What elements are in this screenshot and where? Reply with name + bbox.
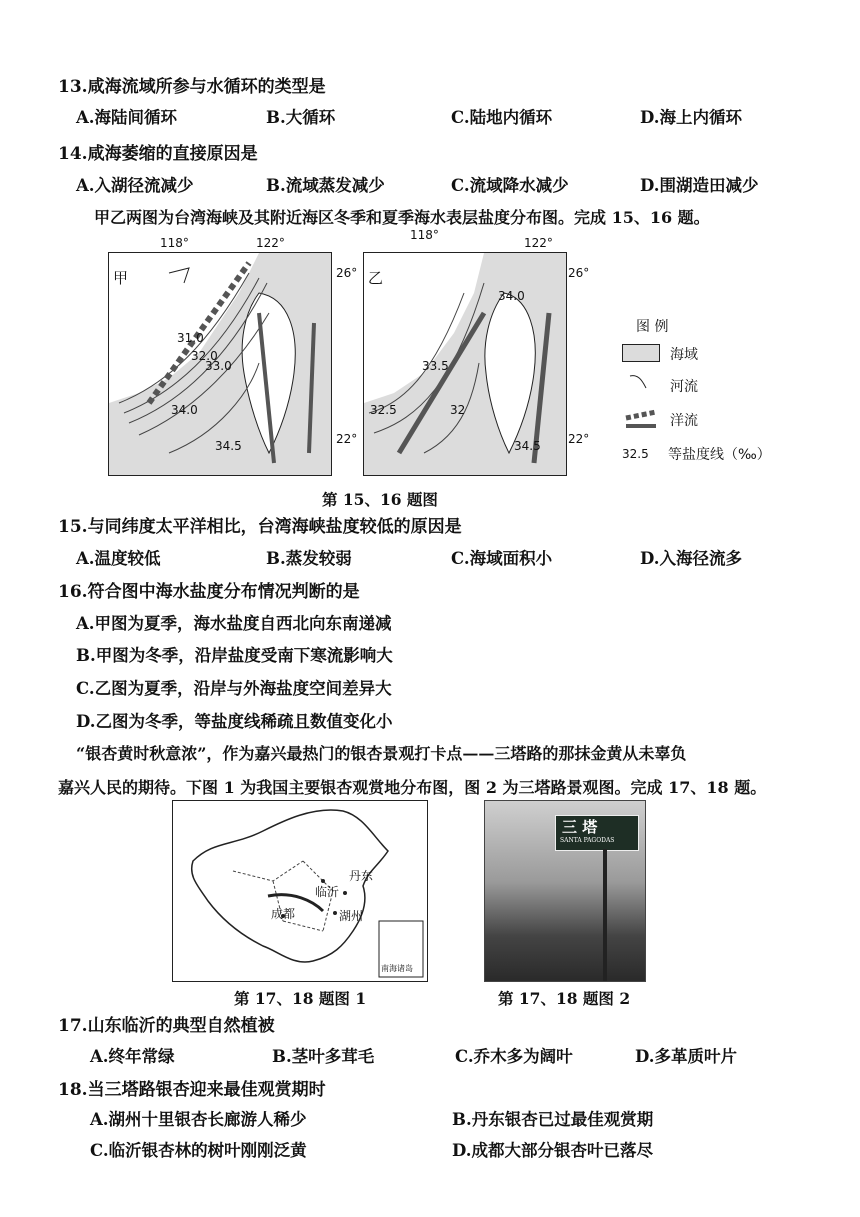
map-jia-lon-118: 118°	[160, 236, 189, 250]
china-ginkgo-map	[172, 800, 428, 982]
q13-option-a[interactable]: A.海陆间循环	[76, 108, 178, 127]
figure-17-18-caption-1: 第 17、18 题图 1	[234, 989, 367, 1008]
iso-yi-5: 34.5	[514, 439, 541, 453]
salinity-map-yi	[363, 252, 567, 476]
q16-option-d[interactable]: D.乙图为冬季，等盐度线稀疏且数值变化小	[76, 712, 393, 731]
q16-option-a[interactable]: A.甲图为夏季，海水盐度自西北向东南递减	[76, 614, 392, 633]
q17-option-c[interactable]: C.乔木多为阔叶	[455, 1047, 573, 1066]
iso-jia-2: 32.0	[191, 349, 218, 363]
legend-title: 图 例	[636, 319, 669, 335]
q18-option-d[interactable]: D.成都大部分银杏叶已落尽	[452, 1141, 653, 1160]
q13-option-d[interactable]: D.海上内循环	[640, 108, 742, 127]
question-13-stem: 13.咸海流域所参与水循环的类型是	[58, 77, 326, 97]
sign-chinese: 三 塔	[562, 818, 598, 836]
santa-road-photo	[484, 800, 646, 982]
legend-river-label: 河流	[670, 379, 698, 395]
q18-option-b[interactable]: B.丹东银杏已过最佳观赏期	[452, 1110, 654, 1129]
map-yi-lon-122: 122°	[524, 236, 553, 250]
city-linyi: 临沂	[315, 885, 340, 899]
intro-15-16: 甲乙两图为台湾海峡及其附近海区冬季和夏季海水表层盐度分布图。完成 15、16 题。	[94, 208, 710, 227]
iso-yi-4: 32	[450, 403, 466, 417]
figure-15-16-caption: 第 15、16 题图	[322, 490, 438, 509]
inset-south-china-sea: 南海诸岛	[381, 964, 413, 973]
question-17-stem: 17.山东临沂的典型自然植被	[58, 1016, 275, 1036]
legend-sea-label: 海域	[670, 347, 698, 363]
map-jia-lat-22: 22°	[336, 432, 358, 446]
q15-option-a[interactable]: A.温度较低	[76, 549, 161, 568]
q18-option-c[interactable]: C.临沂银杏林的树叶刚刚泛黄	[90, 1141, 307, 1160]
q17-option-d[interactable]: D.多革质叶片	[635, 1047, 737, 1066]
q14-option-c[interactable]: C.流域降水减少	[451, 176, 569, 195]
question-15-stem: 15.与同纬度太平洋相比，台湾海峡盐度较低的原因是	[58, 517, 462, 537]
map-yi-lon-118: 118°	[410, 228, 439, 242]
panel-label-jia: 甲	[113, 269, 129, 287]
river-icon	[628, 372, 658, 392]
q13-option-b[interactable]: B.大循环	[266, 108, 336, 127]
iso-yi-3: 32.5	[370, 403, 397, 417]
intro-17-18-line1: “银杏黄时秋意浓”，作为嘉兴最热门的银杏景观打卡点——三塔路的那抹金黄从未辜负	[76, 744, 687, 763]
map-yi-lat-26: 26°	[568, 266, 590, 280]
q15-option-c[interactable]: C.海域面积小	[451, 549, 553, 568]
q14-option-b[interactable]: B.流域蒸发减少	[266, 176, 385, 195]
city-chengdu: 成都	[271, 907, 296, 921]
iso-jia-4: 34.0	[171, 403, 198, 417]
q16-option-b[interactable]: B.甲图为冬季，沿岸盐度受南下寒流影响大	[76, 646, 393, 665]
iso-jia-1: 31.0	[177, 331, 204, 345]
street-sign	[555, 815, 639, 851]
map-jia-lat-26: 26°	[336, 266, 358, 280]
q14-option-a[interactable]: A.入湖径流减少	[76, 176, 194, 195]
question-16-stem: 16.符合图中海水盐度分布情况判断的是	[58, 582, 360, 602]
figure-17-18-caption-2: 第 17、18 题图 2	[498, 989, 631, 1008]
q13-option-c[interactable]: C.陆地内循环	[451, 108, 553, 127]
legend-iso-value: 32.5	[622, 447, 649, 461]
q15-option-d[interactable]: D.入海径流多	[640, 549, 742, 568]
iso-yi-2: 33.5	[422, 359, 449, 373]
q16-option-c[interactable]: C.乙图为夏季，沿岸与外海盐度空间差异大	[76, 679, 392, 698]
ocean-current-icon	[622, 406, 662, 430]
iso-jia-3: 33.0	[205, 359, 232, 373]
panel-label-yi: 乙	[368, 269, 384, 287]
q14-option-d[interactable]: D.围湖造田减少	[640, 176, 759, 195]
q17-option-b[interactable]: B.茎叶多茸毛	[272, 1047, 375, 1066]
q15-option-b[interactable]: B.蒸发较弱	[266, 549, 352, 568]
map-yi-lat-22: 22°	[568, 432, 590, 446]
city-huzhou: 湖州	[339, 909, 364, 923]
legend-sea-swatch	[622, 344, 660, 362]
q17-option-a[interactable]: A.终年常绿	[90, 1047, 175, 1066]
legend-isoline-label: 等盐度线（‰）	[668, 447, 771, 463]
question-18-stem: 18.当三塔路银杏迎来最佳观赏期时	[58, 1080, 326, 1100]
q18-option-a[interactable]: A.湖州十里银杏长廊游人稀少	[90, 1110, 307, 1129]
question-14-stem: 14.咸海萎缩的直接原因是	[58, 144, 258, 164]
iso-yi-1: 34.0	[498, 289, 525, 303]
legend-current-label: 洋流	[670, 413, 698, 429]
map-jia-lon-122: 122°	[256, 236, 285, 250]
intro-17-18-line2: 嘉兴人民的期待。下图 1 为我国主要银杏观赏地分布图，图 2 为三塔路景观图。完成 17、18 题。	[58, 778, 767, 797]
china-map-outline	[173, 801, 427, 981]
iso-jia-5: 34.5	[215, 439, 242, 453]
sign-english: SANTA PAGODAS	[560, 837, 615, 844]
salinity-map-jia	[108, 252, 332, 476]
city-dandong: 丹东	[349, 869, 374, 883]
